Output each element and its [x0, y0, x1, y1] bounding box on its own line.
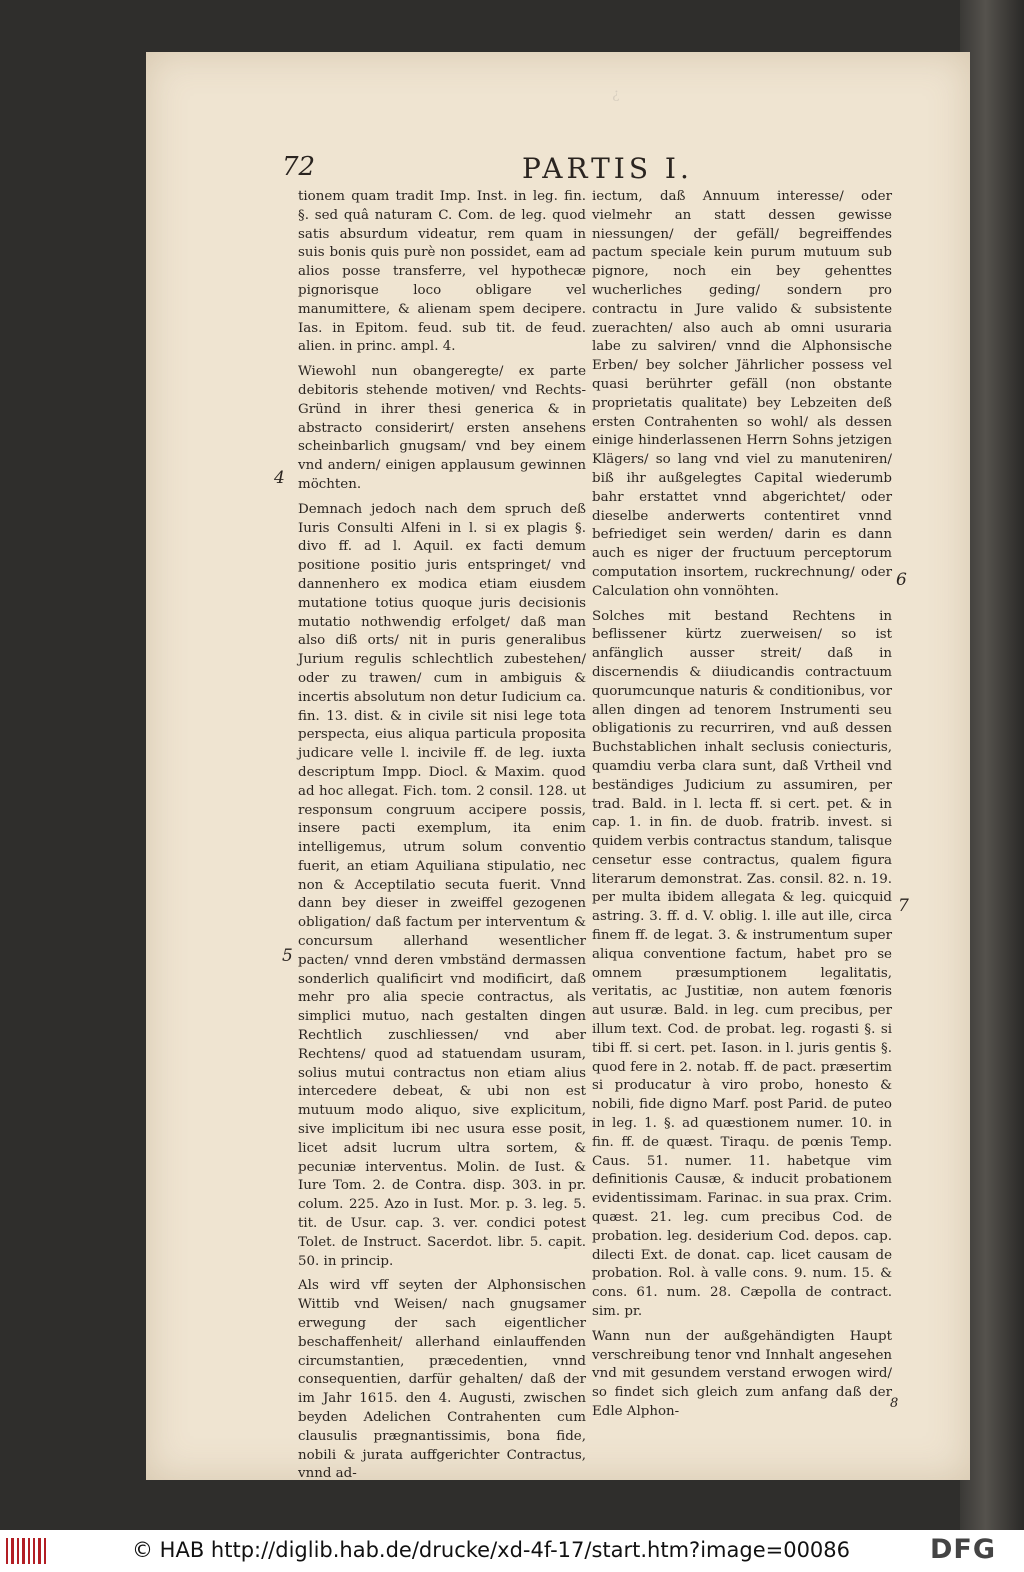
- margin-number-8: 8: [890, 1396, 899, 1411]
- dfg-logo: DFG: [930, 1534, 997, 1565]
- margin-number-5: 5: [282, 946, 293, 966]
- footer-bar: [0, 1530, 1024, 1572]
- right-paragraph-1: iectum, daß Annuum interesse/ oder vielmehr an statt dessen gewisse niessungen/ der gefäll/ begreiffendes pactum speciale kein purum mutuum sub pignore, noch ein bey gehenttes wucherliches geding/ sondern pro contractu in Jure valido & subsistente zuerachten/ also auch ab omni usuraria labe zu salviren/ vnnd die Alphonsische Erben/ bey solcher Jährlicher possess vel quasi berührter gefäll (non obstante proprietatis qualitate) bey Lebzeiten deß ersten Contrahenten so wohl/ als dessen einige hinderlassenen Herrn Sohns jetzigen Klägers/ so lang vnd viel zu manuteniren/ biß ihr außgelegtes Capital wiederumb bahr erstattet vnnd abgerichtet/ oder dieselbe anderwerts contentiret vnnd befriediget sein werden/ darin es dann auch es niger der fructuum perceptorum computation insortem, ruckrechnung/ oder Calculation ohn vonnöhten.: [592, 189, 892, 599]
- hab-barcode-icon: [6, 1538, 46, 1564]
- page-header: [282, 152, 900, 188]
- left-paragraph-1: tionem quam tradit Imp. Inst. in leg. fin. §. sed quâ naturam C. Com. de leg. quod satis absurdum videatur, rem quam in suis bonis quis purè non possidet, eam ad alios posse transferre, vel hypothecæ pignorisque loco obligare vel manumittere, & alienam spem decipere. Ias. in Epitom. feud. sub tit. de feud. alien. in princ. ampl. 4.: [298, 189, 586, 355]
- left-paragraph-4: Als wird vff seyten der Alphonsischen Wittib vnd Weisen/ nach gnugsamer erwegung der sach eigentlicher beschaffenheit/ allerhand einlauffenden circumstantien, præcedentien, vnnd consequentien, darfür gehalten/ daß der im Jahr 1615. den 4. Augusti, zwischen beyden Adelichen Contrahenten cum clausulis prægnantissimis, bona fide, nobili & jurata auffgerichter Contractus, vnnd ad-: [298, 1278, 586, 1482]
- margin-number-4: 4: [274, 468, 285, 488]
- top-mark: ¿: [612, 86, 620, 102]
- book-page: [146, 52, 970, 1480]
- right-paragraph-2: Solches mit bestand Rechtens in beflissener kürtz zuerweisen/ so ist anfänglich ausser streit/ daß in discernendis & diiudicandis contractuum quorumcunque naturis & conditionibus, vor allen dingen ad tenorem Instrumenti seu obligationis zu recurriren, vnd auß dessen Buchstablichen inhalt seclusis coniecturis, quamdiu verba clara sunt, daß Vrtheil vnd beständiges Judicium zu assumiren, per trad. Bald. in l. lecta ff. si cert. pet. & in cap. 1. in fin. de duob. fratrib. invest. si quidem verbis contractus standum, talisque censetur esse contractus, qualem figura literarum demonstrat. Zas. consil. 82. n. 19. per multa ibidem allegata & leg. quicquid astring. 3. ff. d. V. oblig. l. ille aut ille, circa finem ff. de legat. 3. & instrumentum super aliqua conventione factum, habet pro se omnem præsumptionem legalitatis, veritatis, ac Justitiæ, non autem fœnoris aut usuræ. Bald. in leg. cum precibus, per illum text. Cod. de probat. leg. rogasti §. si tibi ff. si cert. pet. Iason. in l. juris gentis §. quod fere in 2. notab. ff. de pact. præsertim si producatur à viro probo, honesto & nobili, fide digno Marf. post Parid. de puteo in leg. 1. §. ad quæstionem numer. 10. in fin. ff. de quæst. Tiraqu. de pœnis Temp. Caus. 51. numer. 11. habetque vim definitionis Causæ, & inducit probationem evidentissimam. Farinac. in sua prax. Crim. quæst. 21. leg. cum precibus Cod. de probation. leg. desiderium Cod. depos. cap. dilecti Ext. de donat. cap. licet causam de probation. Rol. à valle cons. 9. num. 15. & cons. 61. num. 28. Cæpolla de contract. sim. pr.: [592, 608, 892, 1320]
- margin-number-7: 7: [898, 896, 909, 916]
- right-paragraph-3: Wann nun der außgehändigten Haupt verschreibung tenor vnd Innhalt angesehen vnd mit gesundem verstand erwogen wird/ so findet sich gleich zum anfang daß der Edle Alphon-: [592, 1328, 892, 1419]
- running-title: PARTIS I.: [522, 152, 693, 185]
- right-column: [592, 188, 892, 1419]
- left-paragraph-3: Demnach jedoch nach dem spruch deß Iuris Consulti Alfeni in l. si ex plagis §. divo ff. ad l. Aquil. ex facti demum positione positio juris entspringet/ vnd dannenhero ex modica etiam eiusdem mutatione totius quoque juris decisionis mutatio nothwendig erfolget/ daß man also diß orts/ nit in puris generalibus Jurium regulis schlechtlich zubestehen/ oder zu trawen/ cum in ambiguis & incertis absolutum non detur Iudicium ca. fin. 13. dist. & in civile sit nisi lege tota perspecta, eius aliqua particula proposita judicare velle l. incivile ff. de leg. iuxta descriptum Impp. Diocl. & Maxim. quod ad hoc allegat. Fich. tom. 2 consil. 128. ut responsum congruum accipere possis, insere pacti exemplum, ita enim intelligemus, utrum solum conventio fuerit, an etiam Aquiliana stipulatio, nec non & Acceptilatio secuta fuerit. Vnnd dann bey dieser in zweiffel gezogenen obligation/ daß factum per interventum & concursum allerhand wesentlicher pacten/ vnnd deren vmbständ dermassen sonderlich qualificirt vnd modificirt, daß mehr pro alia specie contractus, als simplici mutuo, nach gestalten dingen Rechtlich zuschliessen/ vnd aber Rechtens/ quod ad statuendam usuram, solius mutui contractus non etiam alius intercedere debeat, & ubi non est mutuum modo aliquo, sive explicitum, sive implicitum ibi nec usura esse posit, licet adsit lucrum ultra sortem, & pecuniæ interventus. Molin. de Iust. & Iure Tom. 2. de Contra. disp. 303. in pr. colum. 225. Azo in Iust. Mor. p. 3. leg. 5. tit. de Usur. cap. 3. ver. condici potest Tolet. de Instruct. Sacerdot. libr. 5. capit. 50. in princip.: [298, 501, 586, 1269]
- left-paragraph-2: Wiewohl nun obangeregte/ ex parte debitoris stehende motiven/ vnd Rechts-Gründ in ihrer thesi generica & in abstracto considerirt/ ersten ansehens scheinbarlich gnugsam/ vnd bey einem vnd andern/ einigen applausum gewinnen möchten.: [298, 364, 586, 492]
- margin-number-6: 6: [896, 570, 907, 590]
- page-number: 72: [282, 152, 316, 182]
- left-column: [298, 188, 586, 1482]
- copyright-link[interactable]: © HAB http://diglib.hab.de/drucke/xd-4f-17/start.htm?image=00086: [132, 1538, 851, 1562]
